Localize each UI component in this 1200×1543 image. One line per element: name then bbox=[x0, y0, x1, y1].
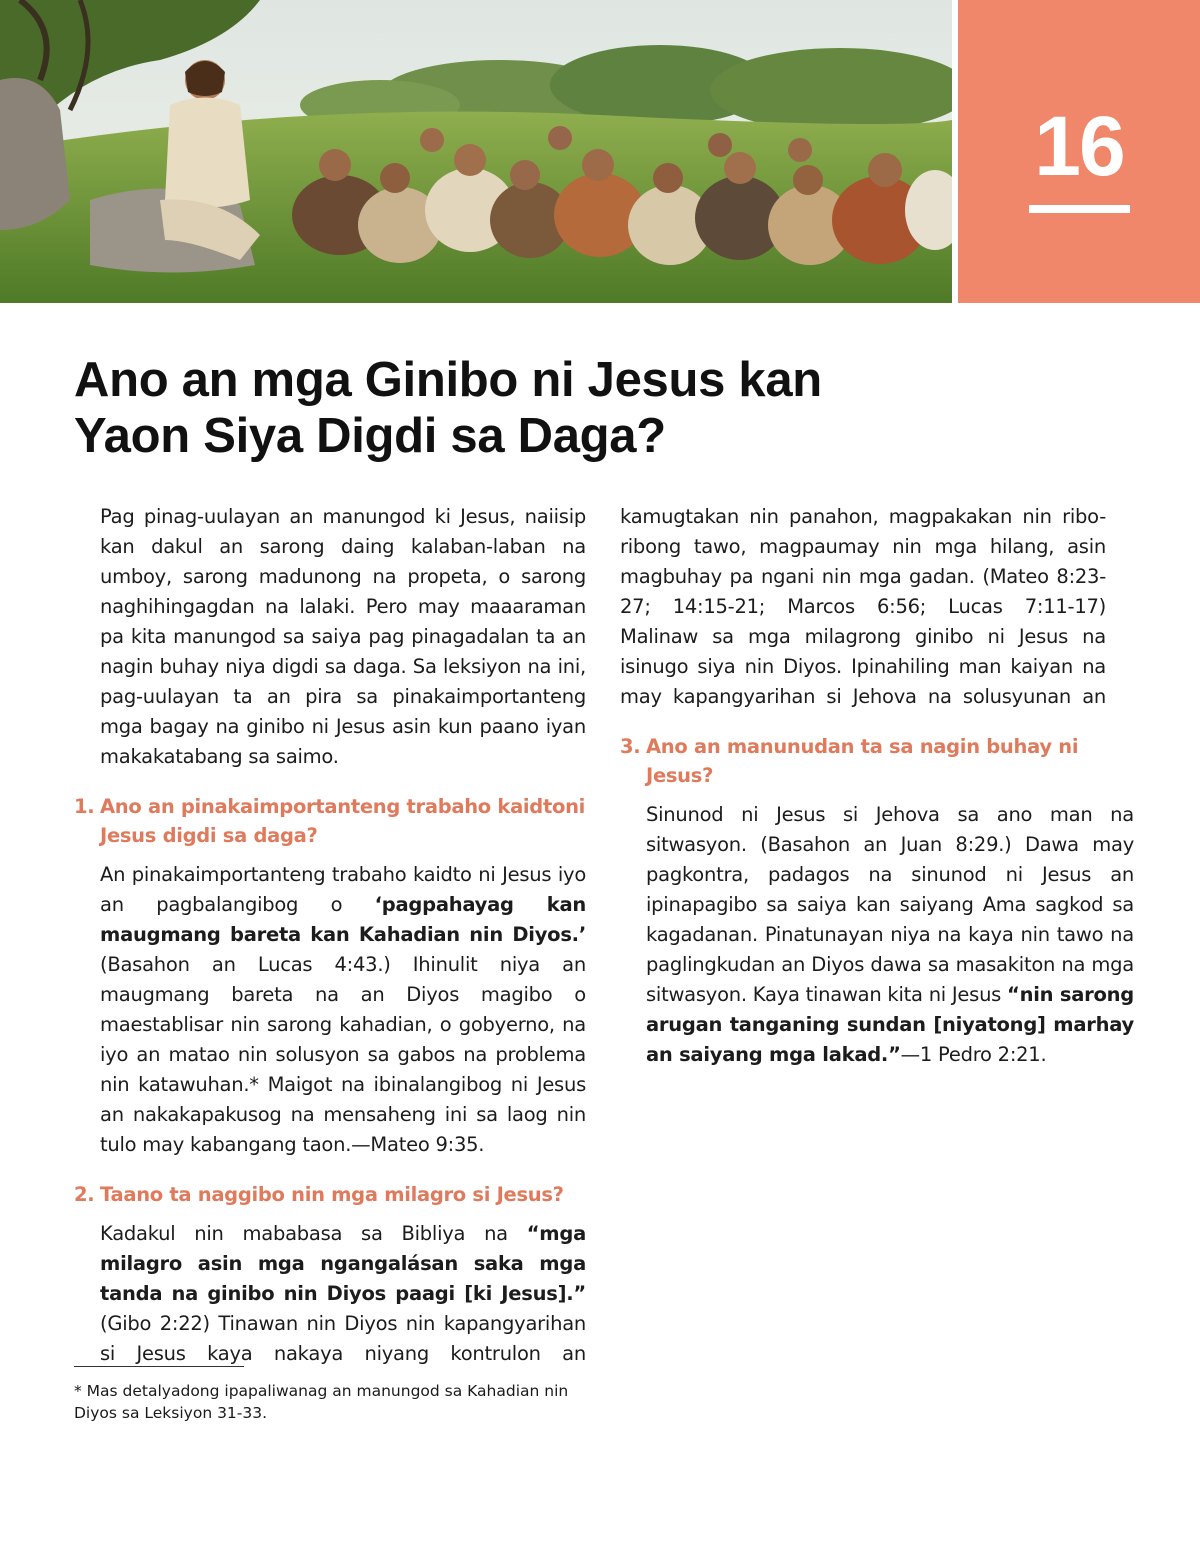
left-column bbox=[74, 502, 586, 1369]
answer-2-text-b: (Gibo 2:22) Tinawan nin Diyos nin kapangyarihan si Jesus kaya nakaya niyang kontrulon an bbox=[100, 1312, 586, 1365]
question-3 bbox=[620, 732, 1134, 790]
answer-1-text-a: An pinakaimportanteng trabaho kaidto ni Jesus iyo an pagbalangibog o bbox=[100, 863, 586, 916]
answer-2-continued bbox=[620, 502, 1134, 712]
question-2-text: Taano ta naggibo nin mga milagro si Jesus? bbox=[100, 1183, 564, 1206]
question-2-number: 2. bbox=[74, 1183, 95, 1206]
answer-1-text-b: (Basahon an Lucas 4:43.) Ihinulit niya an maugmang bareta na an Diyos magibo o maestablisar nin sarong kahadian, o gobyerno, na iyo an matao nin solusyon sa gabos na problema nin katawuhan.* Maigot na ibinalangibog ni Jesus an nakakapakusog na mensaheng ini sa laog nin tulo may kabangang taon.—Mateo 9:35. bbox=[100, 953, 586, 1156]
question-1-text: Ano an pinakaimportanteng trabaho kaidtoni Jesus digdi sa daga? bbox=[100, 795, 586, 847]
answer-2-text-a: Kadakul nin mababasa sa Bibliya na bbox=[100, 1222, 527, 1245]
answer-1-quote: ‘pagpahayag kan maugmang bareta kan Kahadian nin Diyos.’ bbox=[100, 893, 586, 946]
question-3-number: 3. bbox=[620, 735, 641, 758]
footnote: * Mas detalyadong ipapaliwanag an manungod sa Kahadian nin Diyos sa Leksiyon 31-33. bbox=[74, 1382, 569, 1422]
footnote-divider bbox=[74, 1366, 244, 1367]
question-3-text: Ano an manunudan ta sa nagin buhay ni Jesus? bbox=[646, 735, 1079, 787]
answer-3-quote: “nin sarong arugan tanganing sundan [niyatong] marhay an saiyang mga lakad.” bbox=[646, 983, 1134, 1066]
crowd-on-hillside-image bbox=[0, 0, 952, 303]
lesson-number: 16 bbox=[1034, 99, 1124, 193]
right-column bbox=[620, 502, 1134, 1070]
answer-3 bbox=[620, 800, 1134, 1070]
lesson-title bbox=[74, 352, 934, 464]
answer-3-text-a: Sinunod ni Jesus si Jehova sa ano man na sitwasyon. (Basahon an Juan 8:29.) Dawa may pagkontra, padagos na sinunod ni Jesus an ipinapagibo sa saiya kan saiyang Ama sagkod sa kagadanan. Pinatunayan niya na kaya nin tawo na paglingkudan an Diyos dawa sa masakiton na mga sitwasyon. Kaya tinawan kita ni Jesus bbox=[646, 803, 1134, 1006]
lesson-number-underline bbox=[1029, 205, 1130, 213]
answer-2-quote: “mga milagro asin mga ngangalásan saka mga tanda na ginibo nin Diyos paagi [ki Jesus].” bbox=[100, 1222, 586, 1305]
question-1 bbox=[74, 792, 586, 850]
lesson-title-line2: Yaon Siya Digdi sa Daga? bbox=[74, 409, 666, 463]
answer-2-part1 bbox=[74, 1219, 586, 1369]
lesson-title-line1: Ano an mga Ginibo ni Jesus kan bbox=[74, 353, 822, 407]
question-2 bbox=[74, 1180, 586, 1209]
answer-2-cont-text-b: kamugtakan nin panahon, magpakakan nin ribo-ribong tawo, magpaumay nin mga hilang, asin magbuhay pa ngani nin mga gadan. (Mateo 8:23-27; 14:15-21; Marcos 6:56; Lucas 7:11-17) Malinaw sa mga milagrong ginibo ni Jesus na isinugo siya nin Diyos. Ipinahiling man kaiyan na may kapangyarihan si Jehova na solusyunan an bbox=[620, 505, 1106, 708]
lesson-number-box bbox=[958, 0, 1200, 303]
answer-3-text-b: —1 Pedro 2:21. bbox=[900, 1043, 1047, 1066]
answer-1 bbox=[74, 860, 586, 1160]
intro-paragraph: Pag pinag-uulayan an manungod ki Jesus, naiisip kan dakul an sarong daing kalaban-laban na umboy, sarong madunong na propeta, o sarong naghihingagdan na lalaki. Pero may maaaraman pa kita manungod sa saiya pag pinagadalan ta an nagin buhay niya digdi sa daga. Sa leksiyon na ini, pag-uulayan ta an pira sa pinakaimportanteng mga bagay na ginibo ni Jesus asin kun paano iyan makakatabang sa saimo. bbox=[100, 505, 586, 768]
question-1-number: 1. bbox=[74, 795, 95, 818]
header-illustration bbox=[0, 0, 952, 303]
